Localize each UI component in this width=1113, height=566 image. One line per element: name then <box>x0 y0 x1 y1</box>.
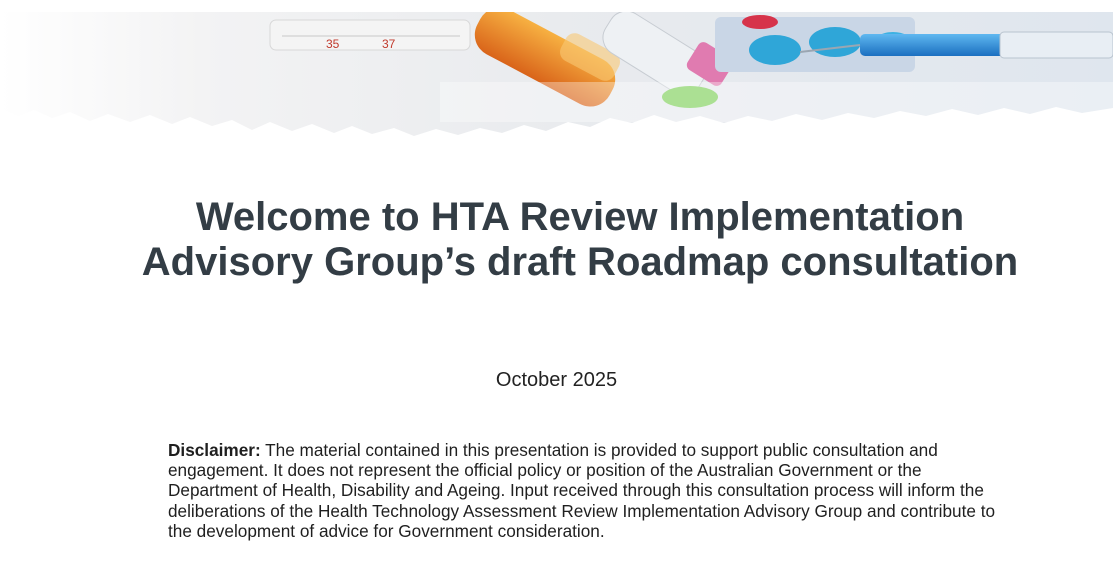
thermometer-icon <box>270 20 470 51</box>
disclaimer-text: The material contained in this presentation is provided to support public consultation and engagement. It does not represent the official policy or position of the Australian Government or the Department of Health, Disability and Ageing. Input received through this consultation process will inform the deliberations of the Health Technology Assessment Review Implementation Advisory Group and contribute to the development of advice for Government consideration. <box>168 440 996 541</box>
thermometer-mark-35: 35 <box>326 37 340 51</box>
presentation-date: October 2025 <box>495 369 618 391</box>
slide-title: Welcome to HTA Review Implementation Advisory Group’s draft Roadmap consultation <box>141 195 1019 284</box>
disclaimer-label: Disclaimer: <box>168 440 261 460</box>
medical-supplies-banner-image <box>0 12 1113 142</box>
disclaimer-paragraph <box>168 440 998 541</box>
thermometer-mark-37: 37 <box>382 37 396 51</box>
